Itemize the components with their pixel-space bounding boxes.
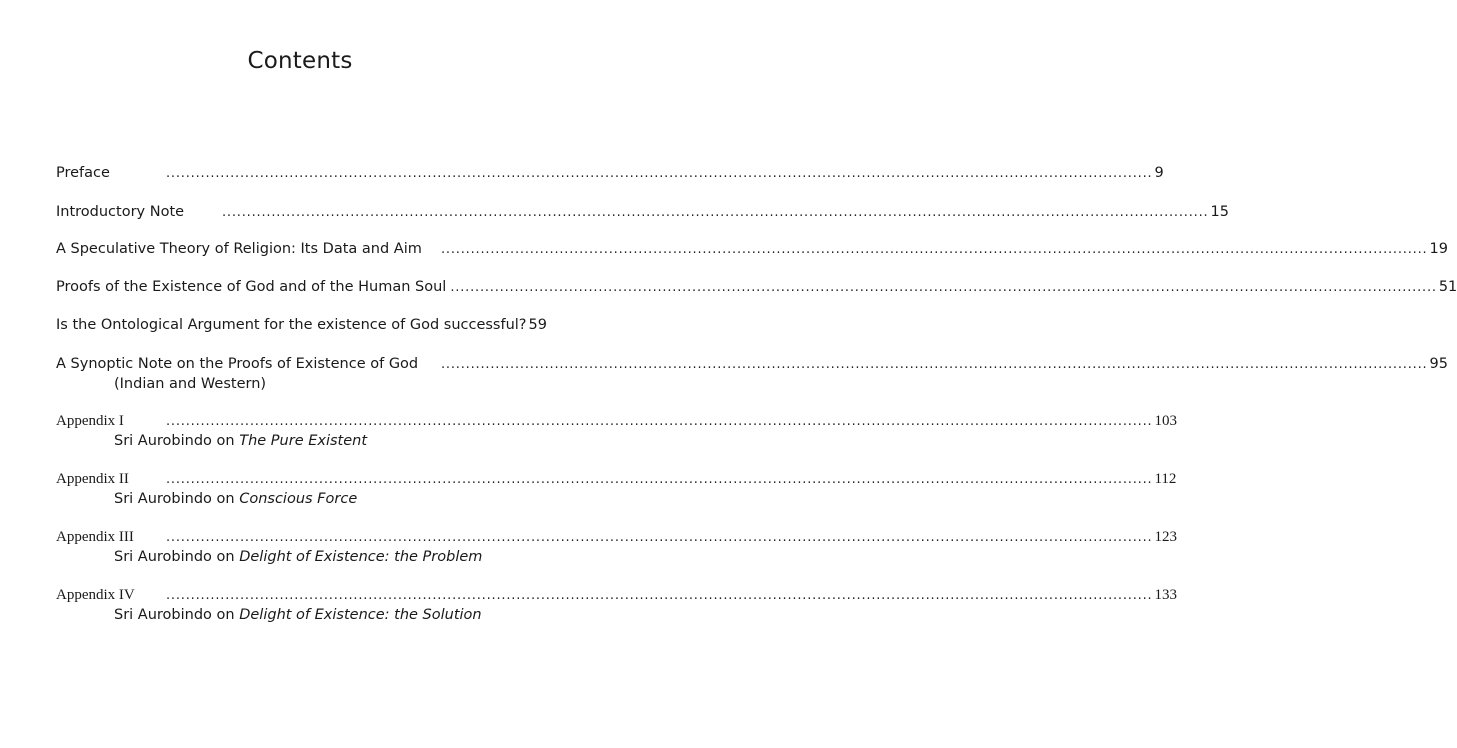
toc-entry-page: 19 xyxy=(1429,241,1448,257)
toc-entry-label: Proofs of the Existence of God and of the Human Soul xyxy=(56,279,447,295)
toc-entry-label: Appendix IV xyxy=(56,587,135,603)
dot-leader: ........................................................................................................................................................................................................ xyxy=(166,472,1153,487)
toc-entry-label: Preface xyxy=(56,165,110,181)
dot-leader: ........................................................................................................................................................................................................ xyxy=(441,357,1428,372)
toc-entry-ontological-argument[interactable] xyxy=(56,317,547,337)
subtitle-prefix: Sri Aurobindo on xyxy=(114,549,235,565)
toc-entry-page: 133 xyxy=(1154,587,1177,603)
toc-entry-page: 123 xyxy=(1154,529,1177,545)
toc-entry-label: Is the Ontological Argument for the existence of God successful? xyxy=(56,317,527,333)
toc-entry-page: 103 xyxy=(1154,413,1177,429)
toc-entry-preface[interactable] xyxy=(56,165,1164,185)
subtitle-prefix: Sri Aurobindo on xyxy=(114,607,235,623)
dot-leader: ........................................................................................................................................................................................................ xyxy=(166,414,1153,429)
toc-entry-page: 59 xyxy=(528,317,547,333)
toc-entry-subtitle xyxy=(56,491,542,511)
toc-entry-label: Appendix III xyxy=(56,529,134,545)
toc-entry-label: A Synoptic Note on the Proofs of Existence of God xyxy=(56,356,419,372)
toc-entry-subtitle xyxy=(56,607,542,627)
toc-entry-synoptic-note[interactable] xyxy=(56,356,1448,396)
dot-leader: ........................................................................................................................................................................................................ xyxy=(166,588,1153,603)
subtitle-prefix: Sri Aurobindo on xyxy=(114,433,235,449)
dot-leader: ........................................................................................................................................................................................................ xyxy=(222,205,1209,220)
toc-entry-label: Appendix I xyxy=(56,413,124,429)
toc-entry-page: 51 xyxy=(1438,279,1457,295)
toc-entry-page: 95 xyxy=(1429,356,1448,372)
toc-entry-page: 9 xyxy=(1154,165,1164,181)
toc-entry-subtitle: (Indian and Western) xyxy=(114,376,267,392)
toc-entry-introductory-note[interactable] xyxy=(56,204,1229,224)
toc-entry-label: Introductory Note xyxy=(56,204,185,220)
subtitle-work-title: Delight of Existence: the Solution xyxy=(239,607,482,623)
toc-entry-label: Appendix II xyxy=(56,471,129,487)
subtitle-work-title: The Pure Existent xyxy=(239,433,368,449)
dot-leader: ........................................................................................................................................................................................................ xyxy=(166,530,1153,545)
toc-entry-label: A Speculative Theory of Religion: Its Data and Aim xyxy=(56,241,422,257)
toc-entry-proofs-existence[interactable] xyxy=(56,279,1457,299)
page-title: Contents xyxy=(247,48,353,74)
toc-entry-subtitle xyxy=(56,549,542,569)
dot-leader: ........................................................................................................................................................................................................ xyxy=(450,280,1437,295)
subtitle-work-title: Conscious Force xyxy=(239,491,358,507)
toc-entry-page: 112 xyxy=(1154,471,1177,487)
toc-entry-subtitle xyxy=(56,433,542,453)
toc-entry-appendix-2[interactable] xyxy=(56,471,1177,511)
subtitle-work-title: Delight of Existence: the Problem xyxy=(239,549,483,565)
toc-entry-page: 15 xyxy=(1210,204,1229,220)
dot-leader: ........................................................................................................................................................................................................ xyxy=(166,166,1153,181)
subtitle-prefix: Sri Aurobindo on xyxy=(114,491,235,507)
dot-leader: ........................................................................................................................................................................................................ xyxy=(441,242,1428,257)
toc-entry-appendix-3[interactable] xyxy=(56,529,1177,569)
toc-entry-appendix-4[interactable] xyxy=(56,587,1177,627)
toc-entry-speculative-theory[interactable] xyxy=(56,241,1448,261)
toc-entry-appendix-1[interactable] xyxy=(56,413,1177,453)
